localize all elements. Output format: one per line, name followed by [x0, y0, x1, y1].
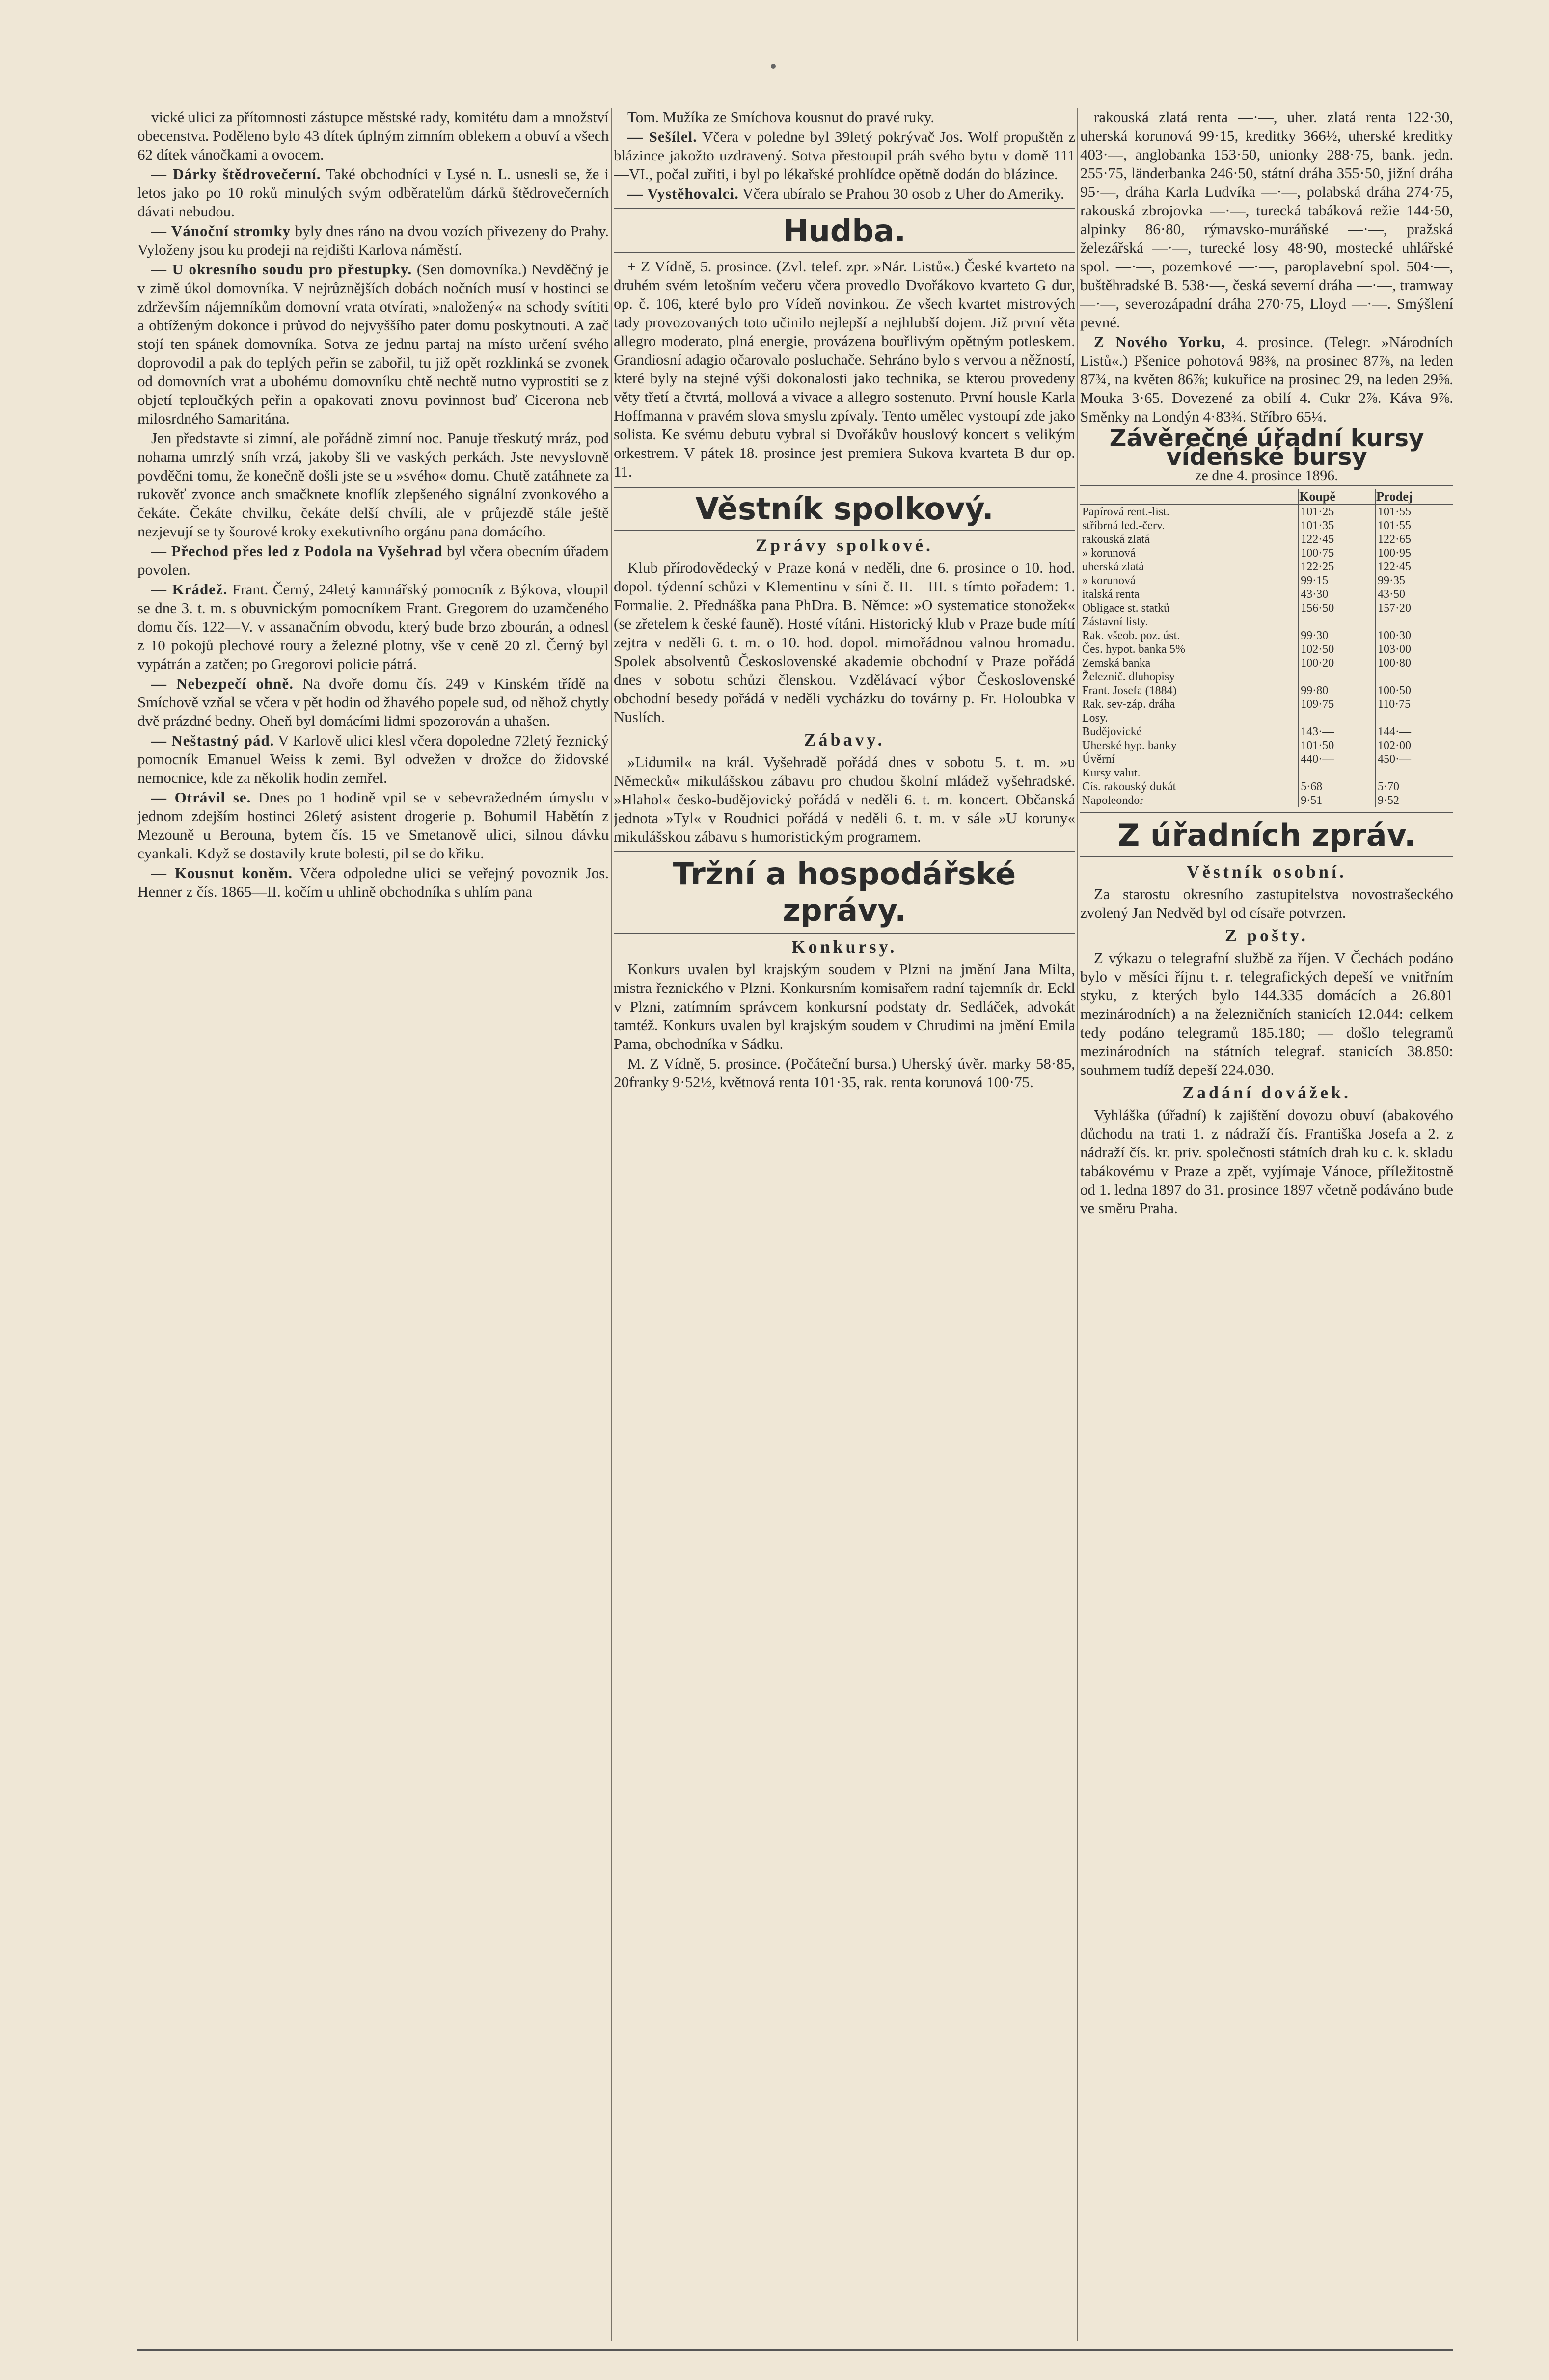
- table-row: [1080, 656, 1453, 670]
- table-cell: 99·35: [1375, 574, 1453, 588]
- article-heading: — Vystěhovalci.: [627, 185, 739, 202]
- table-cell: Zemská banka: [1080, 656, 1299, 670]
- table-cell: 100·30: [1375, 629, 1453, 642]
- table-cell: Papírová rent.-list.: [1080, 505, 1299, 519]
- table-cell: Úvěrní: [1080, 752, 1299, 766]
- article-paragraph: [137, 222, 609, 259]
- article-heading: — Nebezpečí ohně.: [151, 675, 294, 692]
- article-paragraph: [614, 108, 1075, 127]
- table-row: [1080, 560, 1453, 574]
- table-cell: 101·25: [1299, 505, 1376, 519]
- article-text: Také obchodníci v Lysé n. L. usnesli se, že i letos jako po 10 roků minulých svým odběratelům dárků štědrovečerních dávati nebudou.: [137, 165, 609, 220]
- table-cell: 122·65: [1375, 533, 1453, 546]
- table-row: [1080, 752, 1453, 766]
- article-paragraph: [1080, 333, 1453, 426]
- article-text: 4. prosince. (Telegr. »Národních Listů«.) Pšenice pohotová 98⅜, na prosinec 87⅞, na leden 87¾, na květen 86⅞; kukuřice na prosinec 29, na leden 29⅝. Mouka 3·65. Dovezené za obilí 4. Cukr 2⅞. Káva 9⅞. Směnky na Londýn 4·83¾. Stříbro 65¼.: [1080, 333, 1453, 425]
- table-cell: [1375, 670, 1453, 684]
- article-paragraph: [137, 108, 609, 164]
- table-row: [1080, 615, 1453, 629]
- table-cell: 156·50: [1299, 601, 1376, 615]
- article-paragraph: [137, 260, 609, 428]
- subsection-title: Zábavy.: [804, 730, 885, 749]
- subsection-title: Věstník osobní.: [1186, 862, 1347, 882]
- table-cell: italská renta: [1080, 588, 1299, 601]
- article-text: vické ulici za přítomnosti zástupce městské rady, komitétu dam a množství obecenstva. Poděleno bylo 43 dítek úplným zimním oblekem a obuví a všech 62 dítek vánočkami a ovocem.: [137, 108, 609, 163]
- table-cell: Budějovické: [1080, 725, 1299, 739]
- table-cell: Železnič. dluhopisy: [1080, 670, 1299, 684]
- bursa-date: ze dne 4. prosince 1896.: [1080, 466, 1453, 486]
- table-cell: 101·55: [1375, 505, 1453, 519]
- table-row: [1080, 794, 1453, 807]
- column-middle: [614, 108, 1075, 2341]
- table-cell: stříbrná led.-červ.: [1080, 519, 1299, 533]
- article-heading: — Krádež.: [151, 581, 228, 598]
- table-cell: 100·20: [1299, 656, 1376, 670]
- article-paragraph: [137, 542, 609, 579]
- table-row: [1080, 519, 1453, 533]
- table-row: [1080, 546, 1453, 560]
- subsection-title: Zprávy spolkové.: [755, 535, 934, 555]
- table-row: [1080, 533, 1453, 546]
- article-paragraph: [137, 674, 609, 730]
- column-left: [137, 108, 609, 2341]
- table-cell: 102·00: [1375, 739, 1453, 752]
- table-cell: Čes. hypot. banka 5%: [1080, 642, 1299, 656]
- table-cell: 440·—: [1299, 752, 1376, 766]
- table-cell: 5·70: [1375, 780, 1453, 794]
- table-cell: 100·50: [1375, 684, 1453, 697]
- table-cell: Frant. Josefa (1884): [1080, 684, 1299, 697]
- article-text: byl včera obecním úřadem povolen.: [137, 542, 609, 578]
- table-row: [1080, 642, 1453, 656]
- table-cell: 101·55: [1375, 519, 1453, 533]
- table-cell: Zástavní listy.: [1080, 615, 1299, 629]
- table-cell: 9·52: [1375, 794, 1453, 807]
- article-paragraph: [137, 580, 609, 673]
- article-paragraph: [1080, 108, 1453, 332]
- urad-text2: Z výkazu o telegrafní službě za říjen. V Čechách podáno bylo v měsíci říjnu t. r. telegrafických depeší ve vnitřním styku, z kterých bylo 144.335 domácích a 26.801 mezinárodních) a na železničních stanicích 12.044: celkem tedy podáno telegramů 185.180; — došlo telegramů mezinárodních na státních telegraf. stanicích 38.850: souhrnem tudíž depeší 224.030.: [1080, 949, 1453, 1078]
- section-title-hudba: Hudba.: [614, 208, 1075, 254]
- table-cell: Napoleondor: [1080, 794, 1299, 807]
- table-cell: [1375, 766, 1453, 780]
- urad-text3: Vyhláška (úřadní) k zajištění dovozu obuví (abakového důchodu na trati 1. z nádraží čís. Františka Josefa a 2. z nádraží čís. kr. priv. společnosti státních drah ku c. k. skladu tabákovému v Praze a zpět, vyjímaje Vánoce, příležitostně od 1. ledna 1897 do 31. prosince 1897 včetně podáváno bude ve směru Praha.: [1080, 1106, 1453, 1217]
- article-text: Na dvoře domu čís. 249 v Kinském třídě na Smíchově vzňal se včera v pět hodin od žhavého popele sud, od něhož chytly dvě prázdné bedny. Oheň byl domácími lidmi spozorován a uhašen.: [137, 675, 609, 729]
- table-cell: Cís. rakouský dukát: [1080, 780, 1299, 794]
- article-heading: — U okresního soudu pro přestupky.: [151, 261, 412, 278]
- table-row: [1080, 588, 1453, 601]
- table-row: [1080, 505, 1453, 519]
- column-rule: [1077, 108, 1078, 2341]
- table-cell: 9·51: [1299, 794, 1376, 807]
- table-cell: 101·50: [1299, 739, 1376, 752]
- article-paragraph: [137, 731, 609, 787]
- hudba-text: + Z Vídně, 5. prosince. (Zvl. telef. zpr. »Nár. Listů«.) České kvarteto na druhém svém letošním večeru včera provedlo Dvořákovo kvarteto G dur, op. č. 106, které bylo pro Vídeň novinkou. Ze všech kvartet mistrových tady provozovaných toto učinilo nejlepší a nejhlubší dojem. Již první věta allegro moderato, plná energie, provázena bouřlivým opětným potleskem. Grandiosní adagio očarovalo posluchače. Sehráno bylo s vervou a něžností, které byly na stejné výši dokonalosti jako technika, se kterou provedeny věty třetí a čtvrtá, mollová a vivace a allegro sostenuto. První housle Karla Hoffmanna v pravém slova smyslu zpívaly. Tento umělec vystoupí zde jako solista. Ke svému debutu vybral si Dvořákův houslový koncert s velikým orkestrem. V pátek 18. prosince jest premiera Sukova kvarteta B dur op. 11.: [614, 258, 1075, 480]
- table-row: [1080, 697, 1453, 711]
- table-cell: » korunová: [1080, 574, 1299, 588]
- table-cell: 100·75: [1299, 546, 1376, 560]
- article-text: V Karlově ulici klesl včera dopoledne 72letý řeznický pomocník Emanuel Weiss k zemi. Byl odvežen v drožce do židovské nemocnice, kde za několik hodin zemřel.: [137, 732, 609, 786]
- article-text: Včera odpoledne ulici se veřejný povoznik Jos. Henner z čís. 1865—II. kočím u uhlině obchodníka s uhlím pana: [137, 864, 609, 900]
- urad-text: Za starostu okresního zastupitelstva novostrašeckého zvolený Jan Nedvěd byl od císaře potvrzen.: [1080, 885, 1453, 921]
- subsection-title: Konkursy.: [791, 937, 897, 957]
- table-cell: Kursy valut.: [1080, 766, 1299, 780]
- article-paragraph: [137, 429, 609, 541]
- article-heading: — Přechod přes led z Podola na Vyšehrad: [151, 542, 443, 560]
- table-row: [1080, 766, 1453, 780]
- table-cell: [1299, 615, 1376, 629]
- article-text: Dnes po 1 hodině vpil se v sebevražedném úmyslu v jednom zdejším hostinci 26letý asistent drogerie p. Bohumil Habětín z Mezouně u Berouna, bytem čís. 15 ve Smetanově ulici, silnou dávku cyankali. Když se dostavily krute bolesti, pil se do křiku.: [137, 789, 609, 862]
- table-cell: 43·30: [1299, 588, 1376, 601]
- article-paragraph: [614, 185, 1075, 203]
- table-cell: Losy.: [1080, 711, 1299, 725]
- article-heading: — Kousnut koněm.: [151, 864, 293, 882]
- trzni-after: M. Z Vídně, 5. prosince. (Počáteční bursa.) Uherský úvěr. marky 58·85, 20franky 9·52½, květnová renta 101·35, rak. renta korunová 100·75.: [614, 1055, 1075, 1091]
- table-cell: [1375, 711, 1453, 725]
- section-title-trzni: Tržní a hospodářské zprávy.: [614, 851, 1075, 934]
- table-cell: 110·75: [1375, 697, 1453, 711]
- table-cell: [1299, 766, 1376, 780]
- table-row: [1080, 601, 1453, 615]
- table-row: [1080, 574, 1453, 588]
- section-title-urad: Z úřadních zpráv.: [1080, 812, 1453, 858]
- table-cell: 100·80: [1375, 656, 1453, 670]
- table-cell: 109·75: [1299, 697, 1376, 711]
- table-cell: » korunová: [1080, 546, 1299, 560]
- table-row: [1080, 711, 1453, 725]
- article-heading: — Dárky štědrovečerní.: [151, 165, 321, 183]
- article-text: Jen představte si zimní, ale pořádně zimní noc. Panuje třeskutý mráz, pod nohama umrzlý sníh vrzá, jakoby šli ve vaských perkách. Jste nevyslovně povděčni tomu, že konečně došli jste se u »svého« domu. Chutě zatáhnete za rukověť zvonce anch smačknete knoflík zlepšeného signální zvonkového a čekáte. Čekáte chvilku, čekáte delší chvíli, ale v průjezdě stále ještě nezjevují se ty šourové kroky exekutivního orgánu pana domácího.: [137, 429, 609, 540]
- table-cell: 102·50: [1299, 642, 1376, 656]
- table-cell: 99·80: [1299, 684, 1376, 697]
- table-cell: [1375, 615, 1453, 629]
- vestnik-text: Klub přírodovědecký v Praze koná v neděli, dne 6. prosince o 10. hod. dopol. týdenní schůzi v Klementinu v síni č. II.—III. s tímto pořadem: 1. Formalie. 2. Přednáška pana PhDra. B. Němce: »O systematice stonožek« (se zřetelem k české fauně). Hosté vítáni. Historický klub v Praze bude mítí zejtra v neděli 6. t. m. o 10. hod. dopol. mimořádnou valnou hromadu. Spolek absolventů Československé akademie obchodní v Praze pořádá dnes v sobotu schůzi členskou. Vzdělávací výbor Československé obchodní besedy pořádá v neděli vycházku do továrny p. Fr. Holoubka v Nuslích.: [614, 559, 1075, 725]
- article-heading: — Vánoční stromky: [151, 222, 291, 240]
- table-cell: 157·20: [1375, 601, 1453, 615]
- article-text: (Sen domovníka.) Nevděčný je v zimě úkol domovníka. V nejrůznějších dobách nočních musí v hostinci se zdrževším nájemníkům domovní vrata otvírati, »naložený« na schody svítiti a obtíženým dokonce i průvod do nejvyššího pater domu poskytnouti. A zač stojí ten spánek domovníka. Sotva ze jednu partaj na místo určení svého doprovodil a pak do teplých peřin se zabořil, tu již opět rozklinká se zvonek od domovních vrat a ubohému domovníku chtě nechtě nutno vyprostiti se z objetí teploučkých peřin a opakovati znovu povinnost buď Cicerona neb milosrdného Samaritána.: [137, 261, 609, 427]
- table-cell: 101·35: [1299, 519, 1376, 533]
- col-prodej: Prodej: [1375, 489, 1453, 505]
- table-row: [1080, 670, 1453, 684]
- article-heading: — Sešílel.: [627, 128, 698, 145]
- article-heading: Z Nového Yorku,: [1094, 333, 1226, 350]
- article-paragraph: [614, 128, 1075, 184]
- table-cell: 122·45: [1375, 560, 1453, 574]
- table-cell: 5·68: [1299, 780, 1376, 794]
- table-cell: 99·30: [1299, 629, 1376, 642]
- table-cell: [1299, 670, 1376, 684]
- article-text: Včera v poledne byl 39letý pokrývač Jos. Wolf propuštěn z blázince jakožto uzdravený. Sotva přestoupil práh svého bytu v domě 111—VI., počal zuřiti, i byl po lékařské prohlídce opětně dodán do blázince.: [614, 128, 1075, 183]
- page-dot: [771, 64, 776, 69]
- table-cell: 100·95: [1375, 546, 1453, 560]
- table-row: [1080, 629, 1453, 642]
- column-right: [1080, 108, 1453, 2341]
- table-cell: uherská zlatá: [1080, 560, 1299, 574]
- table-cell: 450·—: [1375, 752, 1453, 766]
- article-text: byly dnes ráno na dvou vozích přivezeny do Prahy. Vyloženy jsou ku prodeji na rejdišti Karlova náměstí.: [137, 222, 609, 258]
- column-rule: [611, 108, 612, 2341]
- zabavy-text: »Lidumil« na král. Vyšehradě pořádá dnes v sobotu 5. t. m. »u Německů« mikulášskou zábavu pro chudou školní mládež vyšehradské. »Hlahol« česko-budějovický pořádá v neděli 6. t. m. koncert. Občanská jednota »Tyl« v Roudnici pořádá v neděli 6. t. m. v sále »U koruny« mikulášskou zábavu s humoristickým programem.: [614, 753, 1075, 845]
- table-cell: 99·15: [1299, 574, 1376, 588]
- article-text: Tom. Mužíka ze Smíchova kousnut do pravé ruky.: [627, 108, 935, 126]
- subsection-title: Z pošty.: [1224, 926, 1309, 945]
- bursa-title: Závěrečné úřadní kursy vídeňské bursy: [1109, 425, 1424, 471]
- article-text: rakouská zlatá renta —·—, uher. zlatá renta 122·30, uherská korunová 99·15, kreditky 366½, uherské kreditky 403·—, anglobanka 153·50, unionky 288·75, bank. jedn. 255·75, länderbanka 246·50, státní dráha 355·50, jižní dráha 95·—, dráha Karla Ludvíka —·—, polabská dráha 274·75, rakouská zbrojovka —·—, turecká tabáková režie 144·50, alpinky 86·80, rýmavsko-muráňské —·—, pražská železářská —·—, turecké losy 48·90, mostecké uhlářské spol. —·—, pozemkové —·—, paroplavební spol. 504·—, buštěhradské B. 538·—, česká severní dráha —·—, tramway —·—, severozápadní dráha 270·75, Lloyd —·—. Smýšlení pevné.: [1080, 108, 1453, 331]
- table-cell: 122·45: [1299, 533, 1376, 546]
- article-text: Včera ubíralo se Prahou 30 osob z Uher do Ameriky.: [738, 185, 1064, 202]
- table-row: [1080, 780, 1453, 794]
- article-paragraph: [137, 788, 609, 863]
- section-title-vestnik: Věstník spolkový.: [614, 486, 1075, 532]
- trzni-text: Konkurs uvalen byl krajským soudem v Plzni na jmění Jana Milta, mistra řeznického v Plzni. Konkursním komisařem radní tajemník dr. Eckl v Plzni, zatímním správcem konkursní podstaty dr. Sedláček, advokát tamtéž. Konkurs uvalen byl krajským soudem v Chrudimi na jmění Emila Pama, obchodníka v Sádku.: [614, 961, 1075, 1052]
- article-heading: — Otrávil se.: [151, 789, 251, 806]
- table-cell: [1299, 711, 1376, 725]
- table-cell: Rak. všeob. poz. úst.: [1080, 629, 1299, 642]
- table-cell: Obligace st. statků: [1080, 601, 1299, 615]
- table-row: [1080, 684, 1453, 697]
- article-heading: — Neštastný pád.: [151, 732, 274, 749]
- table-cell: 43·50: [1375, 588, 1453, 601]
- table-cell: 122·25: [1299, 560, 1376, 574]
- bursa-table: [1080, 489, 1453, 807]
- table-cell: 143·—: [1299, 725, 1376, 739]
- bottom-rule: [137, 2349, 1453, 2351]
- article-text: Frant. Černý, 24letý kamnářský pomocník z Býkova, vloupil se dne 3. t. m. s obuvnickým pomocníkem Frant. Gregorem do uzamčeného domu čís. 122—V. v assanačním obvodu, který bude brzo zbourán, a odnesl z 10 pokojů plechové roury a železné plotny, vše v ceně 20 zl. Černý byl vypátrán a zatčen; po Gregorovi policie pátrá.: [137, 581, 609, 672]
- article-paragraph: [137, 165, 609, 221]
- article-paragraph: [137, 864, 609, 901]
- table-cell: 144·—: [1375, 725, 1453, 739]
- table-cell: rakouská zlatá: [1080, 533, 1299, 546]
- col-koupe: Koupě: [1299, 489, 1376, 505]
- table-cell: 103·00: [1375, 642, 1453, 656]
- table-cell: Uherské hyp. banky: [1080, 739, 1299, 752]
- table-row: [1080, 739, 1453, 752]
- table-cell: Rak. sev-záp. dráha: [1080, 697, 1299, 711]
- table-row: [1080, 725, 1453, 739]
- subsection-title: Zadání dovážek.: [1182, 1083, 1352, 1102]
